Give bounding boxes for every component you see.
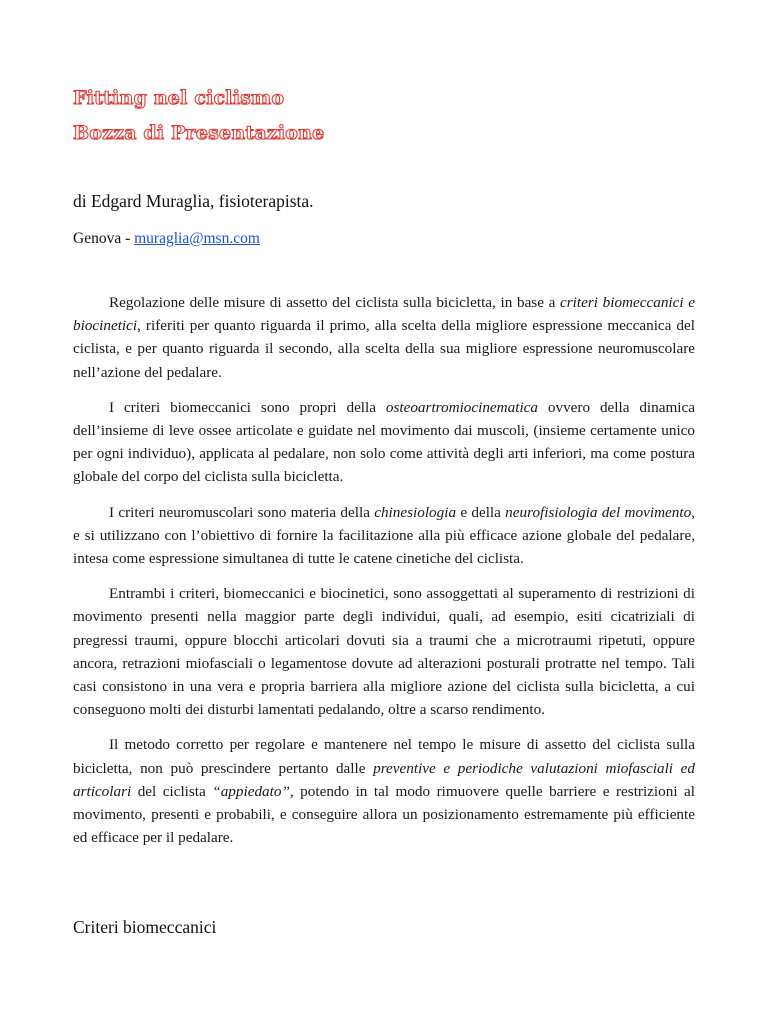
paragraph-2-emphasis: osteoartromiocinematica: [385, 398, 539, 416]
document-subtitle-line-2: Bozza di Presentazione: [73, 122, 325, 144]
paragraph-2-text-end: ovvero della dinamica dell’insieme di leve ossee articolate e guidate nel movimento dai muscoli, (insieme certamente unico per ogni individuo), applicata al pedalare, non solo come attività degli arti inferiori, ma come postura globale del corpo del ciclista sulla bicicletta.: [73, 398, 696, 486]
paragraph-1-emphasis: criteri biomeccanici e biocinetici: [73, 294, 695, 335]
paragraph-5-text-end: , potendo in tal modo rimuovere quelle barriere e restrizioni al movimento, presenti e probabili, e conseguire allora un posizionamento estremamente più efficiente ed efficace per il pedalare.: [73, 782, 695, 847]
author-line: di Edgard Muraglia, fisioterapista.: [73, 191, 314, 211]
paragraph-3-emphasis-2: neurofisiologia del movimento: [505, 503, 692, 521]
paragraph-4-text: Entrambi i criteri, biomeccanici e biocinetici, sono assoggettati al superamento di restrizioni di movimento presenti nella maggior parte degli individui, quali, ad esempio, esiti cicatriziali di pregressi traumi, oppure blocchi articolari dovuti sia a traumi che a microtraumi ripetuti, oppure ancora, retrazioni miofasciali o legamentose dovute ad alterazioni posturali protratte nel tempo. Tali casi consistono in una vera e propria barriera alla migliore azione del ciclista sulla bicicletta, a cui conseguono molti dei disturbi lamentati pedalando, oltre a scarso rendimento.: [73, 585, 695, 719]
location-contact-line: [73, 231, 260, 247]
paragraph-3-text: I criteri neuromuscolari sono materia della: [109, 503, 375, 521]
city-label: Genova -: [73, 230, 135, 247]
paragraph-4: [73, 582, 695, 721]
paragraph-5-text-mid: del ciclista: [131, 782, 213, 800]
paragraph-2: [73, 396, 695, 489]
section-heading: Criteri biomeccanici: [73, 917, 217, 937]
paragraph-5-text: Il metodo corretto per regolare e mantenere nel tempo le misure di assetto del ciclista sulla bicicletta, non può prescindere pertanto dalle: [73, 736, 695, 777]
paragraph-1-text: Regolazione delle misure di assetto del ciclista sulla bicicletta, in base a: [109, 294, 561, 311]
paragraph-2-text: I criteri biomeccanici sono propri della: [109, 398, 386, 416]
paragraph-3-text-mid: e della: [456, 503, 506, 521]
paragraph-3-text-end: , e si utilizzano con l’obiettivo di fornire la facilitazione alla più efficace azione globale del pedalare, intesa come espressione simultanea di tutte le catene cinetiche del ciclista.: [73, 503, 695, 568]
email-link[interactable]: muraglia@msn.com: [134, 230, 260, 247]
paragraph-1-text-end: , riferiti per quanto riguarda il primo, alla scelta della migliore espressione meccanica del ciclista, e per quanto riguarda il secondo, alla scelta della sua migliore espressione neuromuscolare nell’azione del pedalare.: [73, 317, 695, 381]
document-title-line-1: Fitting nel ciclismo: [73, 87, 285, 109]
paragraph-5-emphasis-1: preventive e periodiche valutazioni miofasciali ed articolari: [73, 759, 695, 800]
paragraph-5-emphasis-2: “appiedato”: [212, 782, 290, 800]
body-text: [73, 291, 695, 861]
paragraph-3-emphasis-1: chinesiologia: [374, 503, 457, 521]
paragraph-1: [73, 291, 695, 384]
paragraph-3: [73, 501, 695, 571]
paragraph-5: [73, 733, 695, 849]
